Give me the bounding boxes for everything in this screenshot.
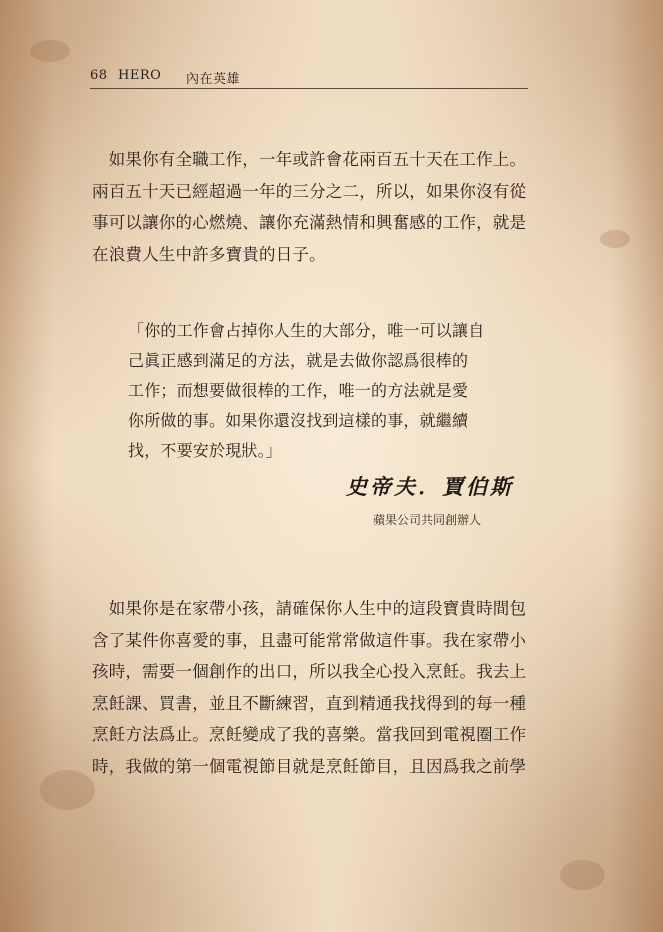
text-line: 如果你有全職工作，一年或許會花兩百五十天在工作上。: [92, 150, 527, 169]
running-header: [90, 66, 528, 89]
quote-line: 你所做的事。如果你還沒找到這樣的事，就繼續: [128, 411, 469, 430]
quote-line: 工作；而想要做很棒的工作，唯一的方法就是愛: [128, 381, 469, 400]
quote-author: 史帝夫．賈伯斯: [346, 474, 514, 499]
paper-stain: [560, 860, 605, 890]
book-title: HERO: [118, 68, 162, 83]
text-line: 時，我做的第一個電視節目就是烹飪節目，且因爲我之前學: [92, 756, 527, 776]
text-line: 事可以讓你的心燃燒、讓你充滿熱情和興奮感的工作，就是: [92, 213, 527, 232]
body-paragraph-1: [92, 144, 532, 270]
block-quote: [128, 316, 508, 466]
text-line: 含了某件你喜愛的事，且盡可能常常做這件事。我在家帶小: [92, 630, 527, 650]
page-number: 68: [90, 68, 108, 83]
paper-stain: [40, 770, 95, 810]
quote-author-role: 蘋果公司共同創辦人: [373, 513, 482, 527]
quote-line: 找，不要安於現狀。」: [128, 441, 283, 460]
text-line: 烹飪方法爲止。烹飪變成了我的喜樂。當我回到電視圈工作: [92, 725, 527, 744]
book-subtitle: 內在英雄: [186, 72, 241, 87]
body-paragraph-2: [92, 593, 532, 782]
text-line: 兩百五十天已經超過一年的三分之二，所以，如果你沒有從: [92, 181, 527, 201]
text-line: 孩時，需要一個創作的出口，所以我全心投入烹飪。我去上: [92, 662, 527, 681]
quote-line: 「你的工作會占掉你人生的大部分，唯一可以讓自: [128, 321, 485, 340]
paper-stain: [30, 40, 70, 62]
paper-stain: [600, 230, 630, 248]
text-line: 如果你是在家帶小孩，請確保你人生中的這段寶貴時間包: [92, 599, 527, 618]
text-line: 在浪費人生中許多寶貴的日子。: [92, 244, 326, 264]
quote-line: 己眞正感到滿足的方法，就是去做你認爲很棒的: [128, 351, 469, 370]
text-line: 烹飪課、買書，並且不斷練習，直到精通我找得到的每一種: [92, 693, 527, 713]
